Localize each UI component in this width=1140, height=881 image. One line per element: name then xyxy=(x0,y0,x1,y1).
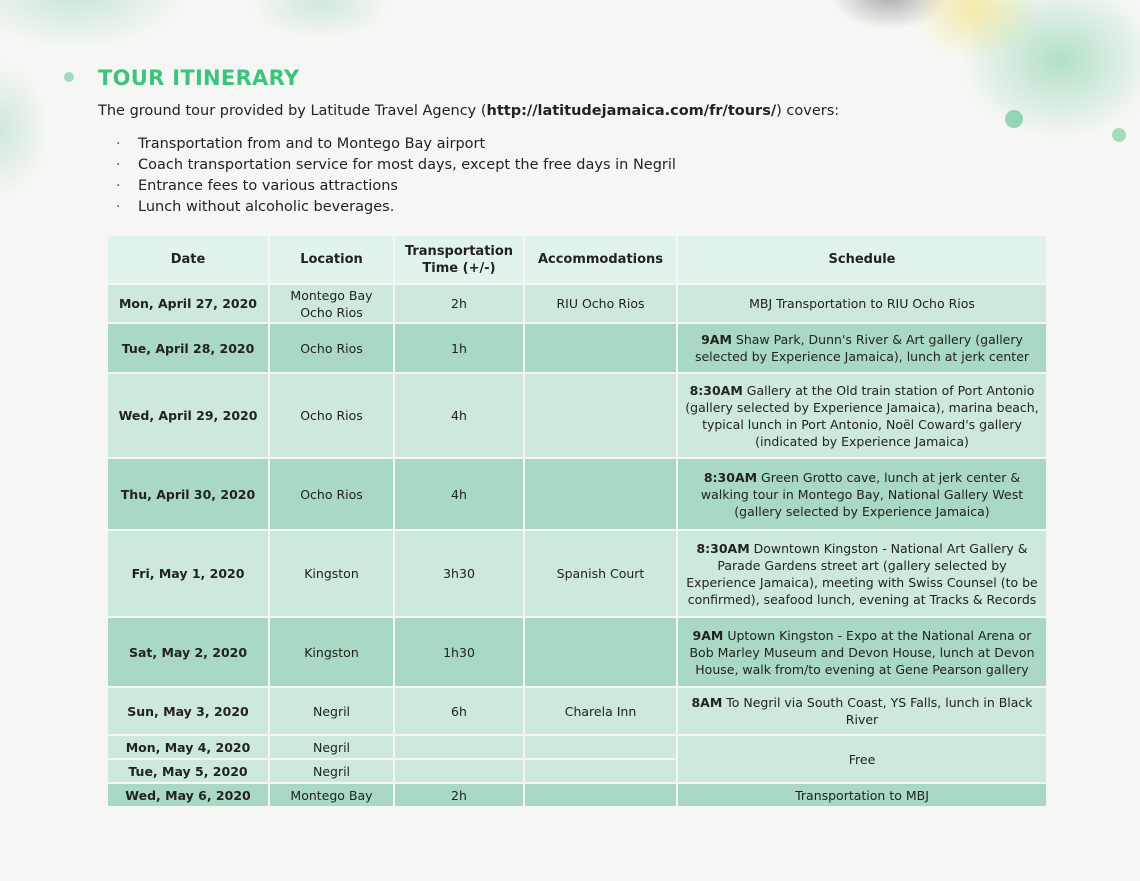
header-accommodations: Accommodations xyxy=(524,235,677,284)
cell-accommodation xyxy=(524,783,677,807)
cell-location: Kingston xyxy=(269,617,394,687)
cell-date: Wed, May 6, 2020 xyxy=(107,783,269,807)
cell-accommodation xyxy=(524,735,677,759)
agency-link[interactable]: http://latitudejamaica.com/fr/tours/ xyxy=(486,103,777,119)
cell-schedule: 8:30AM Downtown Kingston - National Art Gallery & Parade Gardens street art (gallery selected by Experience Jamaica), meeting with Swiss Counsel (to be confirmed), seafood lunch, evening at Tracks & Records xyxy=(677,530,1047,617)
intro-before: The ground tour provided by Latitude Travel Agency ( xyxy=(98,103,487,119)
table-row xyxy=(107,617,1047,687)
page-title: TOUR ITINERARY xyxy=(98,66,300,90)
cell-location: Ocho Rios xyxy=(269,323,394,373)
cell-accommodation xyxy=(524,617,677,687)
table-header-row xyxy=(107,235,1047,284)
cell-transport: 1h xyxy=(394,323,524,373)
cell-schedule: 8AM To Negril via South Coast, YS Falls, lunch in Black River xyxy=(677,687,1047,735)
table-row xyxy=(107,373,1047,458)
cell-date: Fri, May 1, 2020 xyxy=(107,530,269,617)
cell-location: Negril xyxy=(269,759,394,783)
cell-date: Tue, May 5, 2020 xyxy=(107,759,269,783)
cell-schedule: 9AM Uptown Kingston - Expo at the National Arena or Bob Marley Museum and Devon House, lunch at Devon House, walk from/to evening at Gene Pearson gallery xyxy=(677,617,1047,687)
itinerary-table xyxy=(106,234,1048,808)
cell-transport: 6h xyxy=(394,687,524,735)
cell-date: Thu, April 30, 2020 xyxy=(107,458,269,530)
intro-after: ) covers: xyxy=(776,103,840,119)
cell-date: Mon, April 27, 2020 xyxy=(107,284,269,323)
cell-schedule: Transportation to MBJ xyxy=(677,783,1047,807)
cell-schedule: 8:30AM Gallery at the Old train station of Port Antonio (gallery selected by Experience Jamaica), marina beach, typical lunch in Port Antonio, Noël Coward's gallery (indicated by Experience Jamaica) xyxy=(677,373,1047,458)
cell-transport xyxy=(394,759,524,783)
bullet-icon: · xyxy=(116,178,121,194)
cell-accommodation xyxy=(524,373,677,458)
table-row xyxy=(107,783,1047,807)
cell-date: Sun, May 3, 2020 xyxy=(107,687,269,735)
cell-accommodation xyxy=(524,323,677,373)
cell-location: Kingston xyxy=(269,530,394,617)
header-schedule: Schedule xyxy=(677,235,1047,284)
cell-accommodation xyxy=(524,759,677,783)
bullet-icon: · xyxy=(116,136,121,152)
watercolor-splash xyxy=(910,0,1040,60)
watercolor-splash xyxy=(830,0,950,30)
header-date: Date xyxy=(107,235,269,284)
cell-transport xyxy=(394,735,524,759)
covers-list xyxy=(116,134,676,218)
cell-location: Montego Bay Ocho Rios xyxy=(269,284,394,323)
table-row xyxy=(107,687,1047,735)
cell-schedule: 8:30AM Green Grotto cave, lunch at jerk center & walking tour in Montego Bay, National Gallery West (gallery selected by Experience Jamaica) xyxy=(677,458,1047,530)
list-item: · Transportation from and to Montego Bay airport xyxy=(116,134,676,155)
watercolor-splash xyxy=(0,60,50,200)
watercolor-splash xyxy=(64,72,74,82)
table-row xyxy=(107,284,1047,323)
table-row xyxy=(107,530,1047,617)
watercolor-splash xyxy=(960,0,1140,140)
table-row xyxy=(107,735,1047,759)
cell-location: Ocho Rios xyxy=(269,458,394,530)
header-location: Location xyxy=(269,235,394,284)
cell-transport: 1h30 xyxy=(394,617,524,687)
cell-location: Negril xyxy=(269,687,394,735)
watercolor-splash xyxy=(0,0,190,50)
cell-accommodation: Spanish Court xyxy=(524,530,677,617)
watercolor-splash xyxy=(250,0,390,40)
cell-accommodation xyxy=(524,458,677,530)
intro-text xyxy=(98,103,839,119)
watercolor-splash xyxy=(1005,110,1023,128)
cell-location: Ocho Rios xyxy=(269,373,394,458)
cell-transport: 2h xyxy=(394,783,524,807)
cell-date: Mon, May 4, 2020 xyxy=(107,735,269,759)
bullet-icon: · xyxy=(116,157,121,173)
header-transportation: Transportation Time (+/-) xyxy=(394,235,524,284)
cell-transport: 4h xyxy=(394,458,524,530)
table-row xyxy=(107,323,1047,373)
watercolor-splash xyxy=(1112,128,1126,142)
cell-schedule: MBJ Transportation to RIU Ocho Rios xyxy=(677,284,1047,323)
list-item: · Entrance fees to various attractions xyxy=(116,176,676,197)
bullet-icon: · xyxy=(116,199,121,215)
cell-date: Sat, May 2, 2020 xyxy=(107,617,269,687)
cell-transport: 4h xyxy=(394,373,524,458)
cell-transport: 2h xyxy=(394,284,524,323)
list-item: · Coach transportation service for most days, except the free days in Negril xyxy=(116,155,676,176)
cell-date: Wed, April 29, 2020 xyxy=(107,373,269,458)
cell-date: Tue, April 28, 2020 xyxy=(107,323,269,373)
table-row xyxy=(107,458,1047,530)
cell-schedule: 9AM Shaw Park, Dunn's River & Art gallery (gallery selected by Experience Jamaica), lunch at jerk center xyxy=(677,323,1047,373)
cell-transport: 3h30 xyxy=(394,530,524,617)
cell-location: Negril xyxy=(269,735,394,759)
cell-accommodation: Charela Inn xyxy=(524,687,677,735)
cell-schedule: Free xyxy=(677,735,1047,783)
cell-accommodation: RIU Ocho Rios xyxy=(524,284,677,323)
list-item: · Lunch without alcoholic beverages. xyxy=(116,197,676,218)
cell-location: Montego Bay xyxy=(269,783,394,807)
